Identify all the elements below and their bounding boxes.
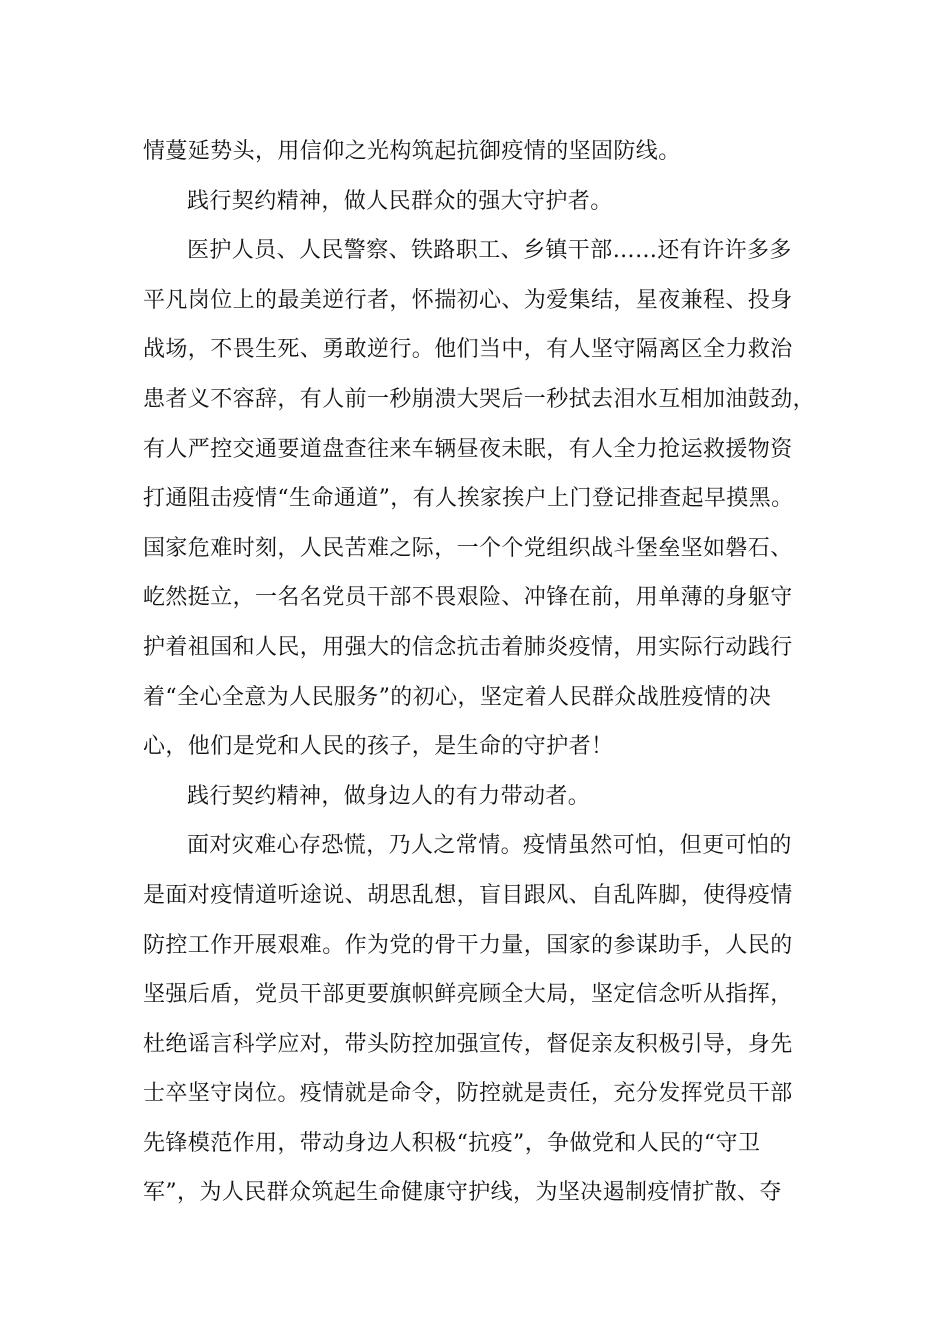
text-line: 屹然挺立，一名名党员干部不畏艰险、冲锋在前，用单薄的身躯守: [143, 585, 793, 611]
text-line: 先锋模范作用，带动身边人积极“抗疫”，争做党和人民的“守卫: [143, 1130, 761, 1156]
text-line: 打通阻击疫情“生命通道”，有人挨家挨户上门登记排查起早摸黑。: [143, 486, 794, 512]
text-line: 情蔓延势头，用信仰之光构筑起抗御疫情的坚固防线。: [143, 139, 681, 164]
text-line: 是面对疫情道听途说、胡思乱想，盲目跟风、自乱阵脚，使得疫情: [143, 882, 793, 908]
text-line: 着“全心全意为人民服务”的初心，坚定着人民群众战胜疫情的决: [143, 684, 772, 710]
text-line: 战场，不畏生死、勇敢逆行。他们当中，有人坚守隔离区全力救治: [143, 337, 793, 363]
text-line: 防控工作开展艰难。作为党的骨干力量，国家的参谋助手，人民的: [143, 932, 793, 958]
paragraph-heading: 践行契约精神，做身边人的有力带动者。: [187, 783, 591, 809]
text-line: 平凡岗位上的最美逆行者，怀揣初心、为爱集结，星夜兼程、投身: [143, 287, 793, 313]
text-line: 面对灾难心存恐慌，乃人之常情。疫情虽然可怕，但更可怕的: [187, 833, 792, 859]
text-line: 患者义不容辞，有人前一秒崩溃大哭后一秒拭去泪水互相加油鼓劲，: [143, 386, 816, 412]
text-line: 国家危难时刻，人民苦难之际，一个个党组织战斗堡垒坚如磐石、: [143, 535, 793, 561]
text-line: 有人严控交通要道盘查往来车辆昼夜未眠，有人全力抢运救援物资: [143, 436, 793, 462]
text-line: 护着祖国和人民，用强大的信念抗击着肺炎疫情，用实际行动践行: [143, 634, 793, 660]
text-line: 士卒坚守岗位。疫情就是命令，防控就是责任，充分发挥党员干部: [143, 1081, 793, 1107]
text-line: 军”，为人民群众筑起生命健康守护线，为坚决遏制疫情扩散、夺: [143, 1180, 782, 1206]
document-body: [143, 127, 823, 1218]
text-line: 医护人员、人民警察、铁路职工、乡镇干部……还有许许多多: [187, 238, 792, 264]
text-line: 坚强后盾，党员干部更要旗帜鲜亮顾全大局，坚定信念听从指挥，: [143, 982, 793, 1008]
text-line: 杜绝谣言科学应对，带头防控加强宣传，督促亲友积极引导，身先: [143, 1031, 793, 1057]
text-line: 心，他们是党和人民的孩子，是生命的守护者！: [143, 734, 614, 760]
paragraph-heading: 践行契约精神，做人民群众的强大守护者。: [187, 188, 613, 214]
